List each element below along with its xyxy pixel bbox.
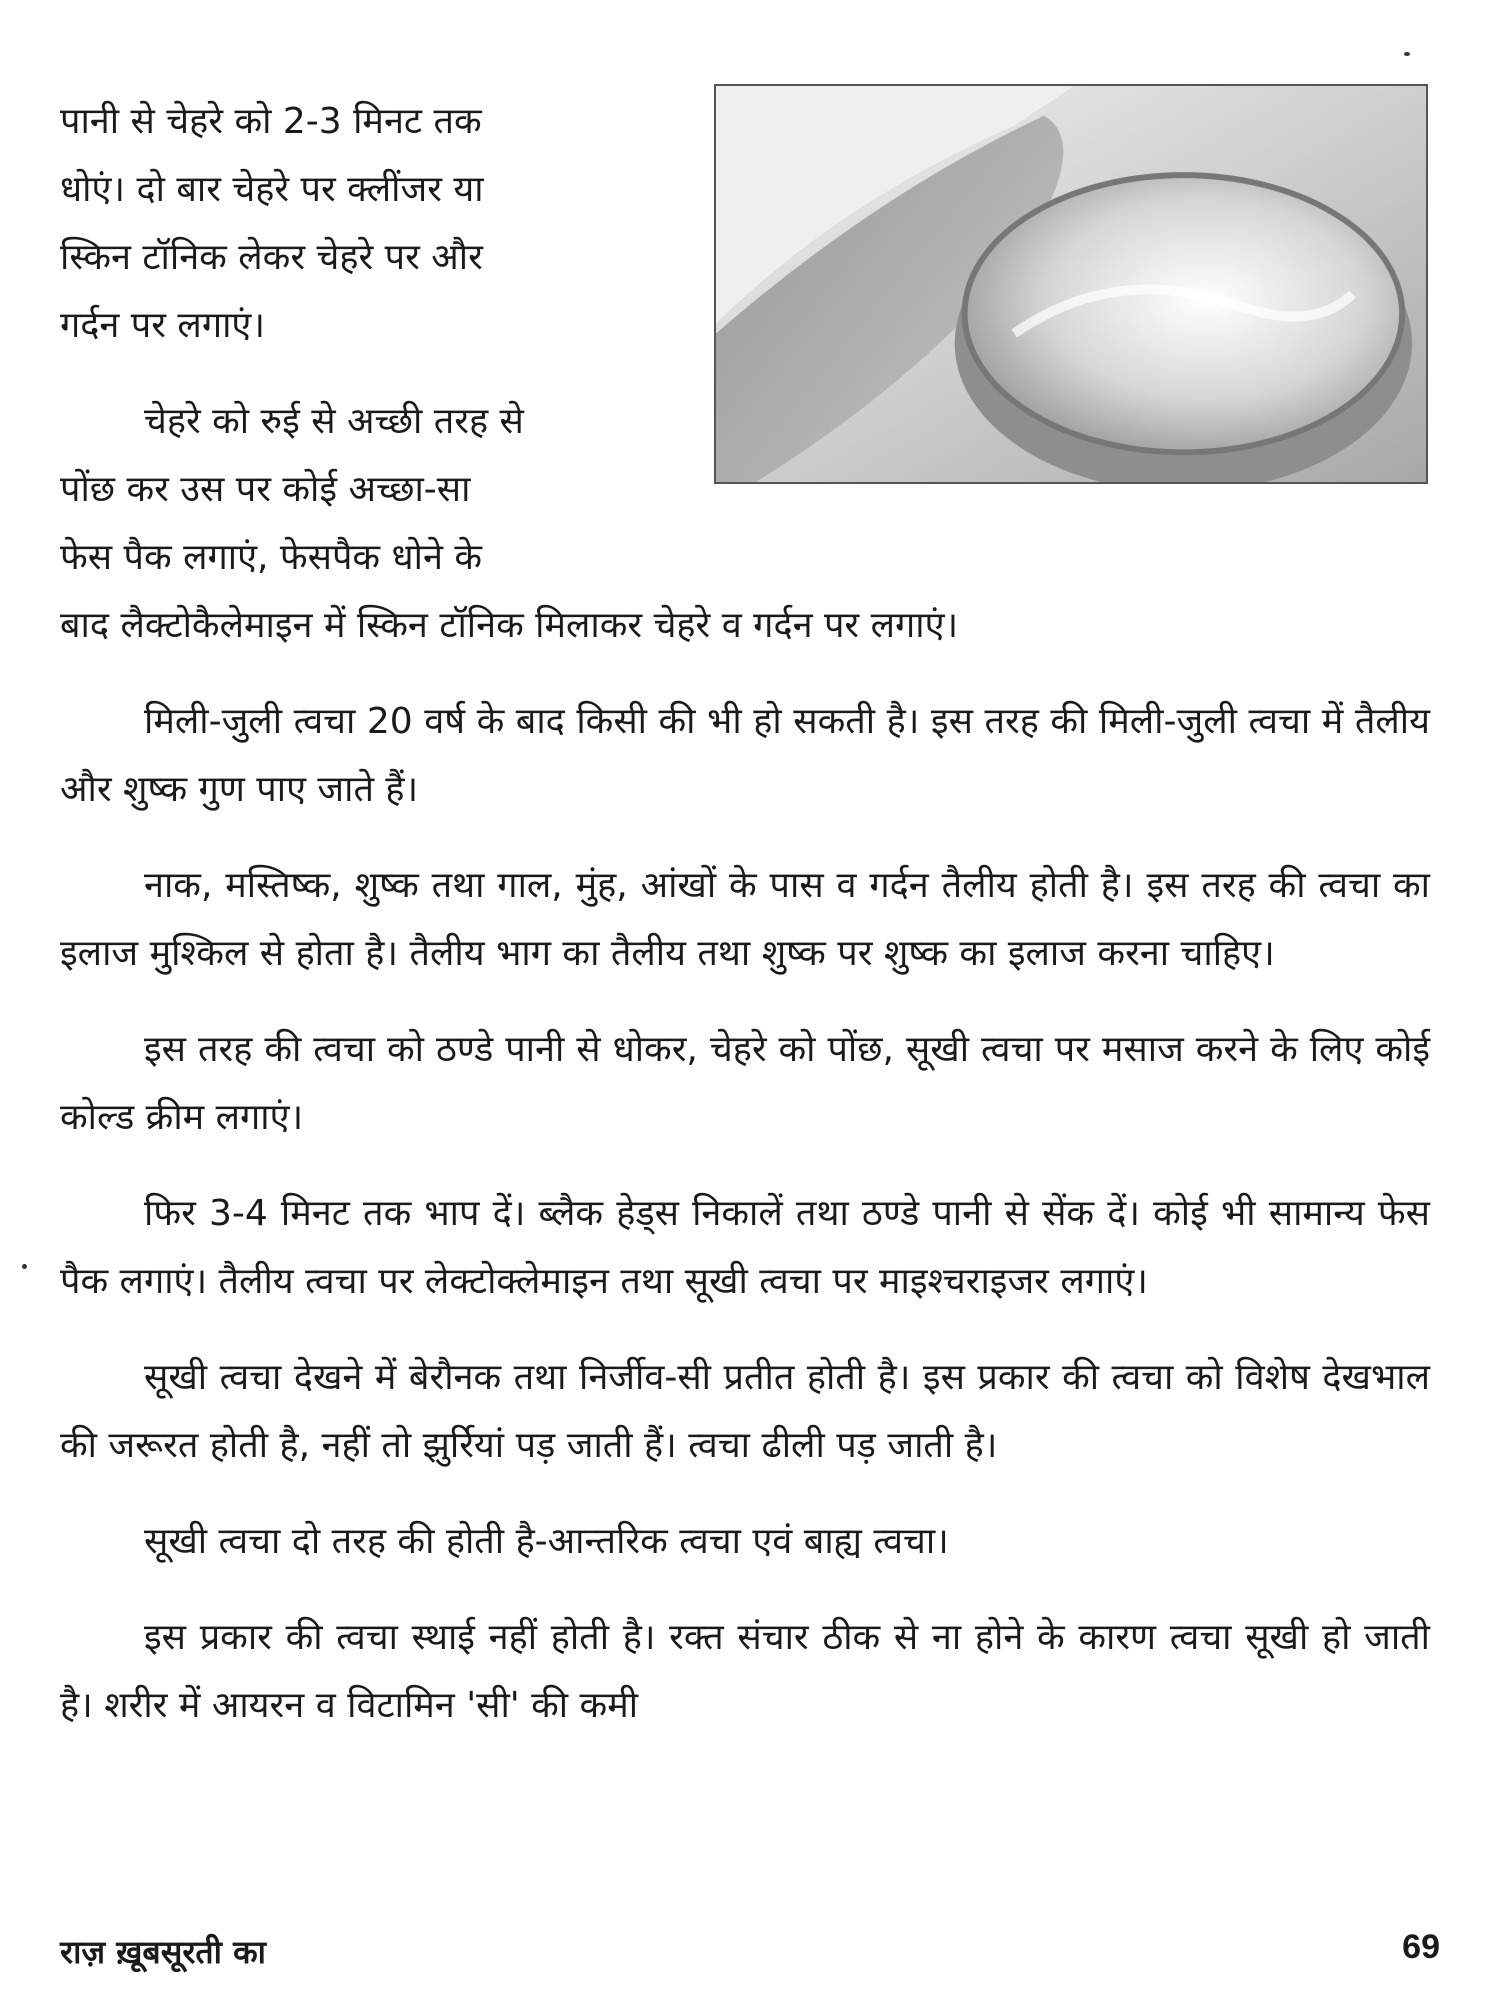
body-text xyxy=(60,88,1430,1768)
paragraph-3: मिली-जुली त्वचा 20 वर्ष के बाद किसी की भी हो सकती है। इस तरह की मिली-जुली त्वचा में तैलीय और शुष्क गुण पाए जाते हैं। xyxy=(60,701,1430,810)
paragraph-2-lines xyxy=(60,388,650,592)
paragraph-2 xyxy=(60,388,1430,660)
paragraph-4: नाक, मस्तिष्क, शुष्क तथा गाल, मुंह, आंखों के पास व गर्दन तैलीय होती है। इस तरह की त्वचा का इलाज मुश्किल से होता है। तैलीय भाग का तैलीय तथा शुष्क पर शुष्क का इलाज करना चाहिए। xyxy=(60,865,1430,974)
text-line: धोएं। दो बार चेहरे पर क्लींजर या xyxy=(60,169,484,210)
text-line: पानी से चेहरे को 2-3 मिनट तक xyxy=(60,101,482,142)
text-line: चेहरे को रुई से अच्छी तरह से xyxy=(144,401,524,442)
text-line: स्किन टॉनिक लेकर चेहरे पर और xyxy=(60,237,483,278)
paragraph-5: इस तरह की त्वचा को ठण्डे पानी से धोकर, चेहरे को पोंछ, सूखी त्वचा पर मसाज करने के लिए कोई कोल्ड क्रीम लगाएं। xyxy=(60,1029,1430,1138)
page-number: 69 xyxy=(1402,1928,1440,1966)
text-line: बाद लैक्टोकैलेमाइन में स्किन टॉनिक मिलाकर चेहरे व गर्दन पर लगाएं। xyxy=(60,605,959,646)
footer-book-title: राज़ ख़ूबसूरती का xyxy=(60,1933,266,1971)
text-line: गर्दन पर लगाएं। xyxy=(60,305,265,346)
text-line: फेस पैक लगाएं, फेसपैक धोने के xyxy=(60,537,483,578)
scan-speck xyxy=(22,1264,27,1269)
paragraph-7: सूखी त्वचा देखने में बेरौनक तथा निर्जीव-सी प्रतीत होती है। इस प्रकार की त्वचा को विशेष देखभाल की जरूरत होती है, नहीं तो झुर्रियां पड़ जाती हैं। त्वचा ढीली पड़ जाती है। xyxy=(60,1357,1430,1466)
paragraph-8: सूखी त्वचा दो तरह की होती है-आन्तरिक त्वचा एवं बाह्य त्वचा। xyxy=(144,1521,949,1562)
paragraph-1 xyxy=(60,88,1430,360)
scan-speck xyxy=(1404,52,1410,56)
paragraph-9: इस प्रकार की त्वचा स्थाई नहीं होती है। रक्त संचार ठीक से ना होने के कारण त्वचा सूखी हो जाती है। शरीर में आयरन व विटामिन 'सी' की कमी xyxy=(60,1617,1430,1726)
text-line: पोंछ कर उस पर कोई अच्छा-सा xyxy=(60,469,471,510)
paragraph-1-lines xyxy=(60,88,650,360)
paragraph-6: फिर 3-4 मिनट तक भाप दें। ब्लैक हेड्स निकालें तथा ठण्डे पानी से सेंक दें। कोई भी सामान्य फेस पैक लगाएं। तैलीय त्वचा पर लेक्टोक्लेमाइन तथा सूखी त्वचा पर माइश्चराइजर लगाएं। xyxy=(60,1193,1430,1302)
